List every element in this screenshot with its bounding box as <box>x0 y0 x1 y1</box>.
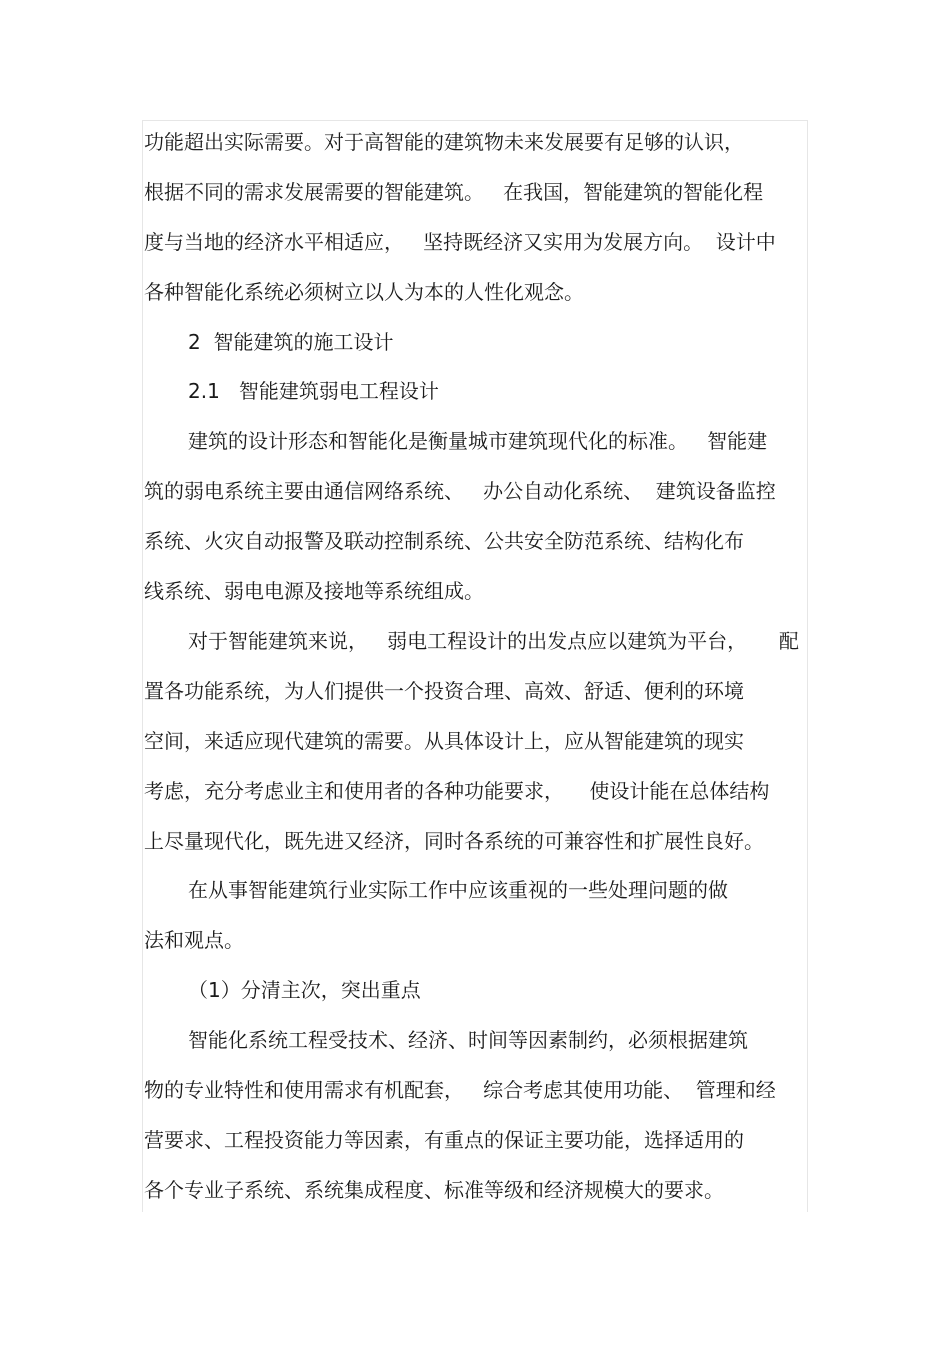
text-line: 置各功能系统，为人们提供一个投资合理、高效、舒适、便利的环境 <box>144 679 744 703</box>
text-line: 根据不同的需求发展需要的智能建筑。 在我国，智能建筑的智能化程 <box>144 180 764 204</box>
text-line: 考虑，充分考虑业主和使用者的各种功能要求， 使设计能在总体结构 <box>144 779 770 803</box>
text-line: 对于智能建筑来说， 弱电工程设计的出发点应以建筑为平台， 配 <box>188 629 799 653</box>
text-line: 智能化系统工程受技术、经济、时间等因素制约，必须根据建筑 <box>188 1028 748 1052</box>
text-line: 营要求、工程投资能力等因素，有重点的保证主要功能，选择适用的 <box>144 1128 744 1152</box>
text-line: 在从事智能建筑行业实际工作中应该重视的一些处理问题的做 <box>188 878 728 902</box>
section-heading: 2 智能建筑的施工设计 <box>188 330 394 354</box>
text-line: 功能超出实际需要。对于高智能的建筑物未来发展要有足够的认识， <box>144 130 744 154</box>
text-line: 线系统、弱电电源及接地等系统组成。 <box>144 579 484 603</box>
text-line: 法和观点。 <box>144 928 244 952</box>
text-line: 各种智能化系统必须树立以人为本的人性化观念。 <box>144 280 584 304</box>
text-line: 物的专业特性和使用需求有机配套， 综合考虑其使用功能、 管理和经 <box>144 1078 776 1102</box>
text-line: 度与当地的经济水平相适应， 坚持既经济又实用为发展方向。 设计中 <box>144 230 776 254</box>
text-line: 筑的弱电系统主要由通信网络系统、 办公自动化系统、 建筑设备监控 <box>144 479 776 503</box>
subsection-heading: 2.1 智能建筑弱电工程设计 <box>188 379 439 403</box>
text-line: 空间，来适应现代建筑的需要。从具体设计上，应从智能建筑的现实 <box>144 729 744 753</box>
text-line: 各个专业子系统、系统集成程度、标准等级和经济规模大的要求。 <box>144 1178 724 1202</box>
text-line: 上尽量现代化，既先进又经济，同时各系统的可兼容性和扩展性良好。 <box>144 829 764 853</box>
list-item-heading: （1）分清主次，突出重点 <box>188 978 421 1002</box>
text-line: 系统、火灾自动报警及联动控制系统、公共安全防范系统、结构化布 <box>144 529 744 553</box>
text-line: 建筑的设计形态和智能化是衡量城市建筑现代化的标准。 智能建 <box>188 429 768 453</box>
